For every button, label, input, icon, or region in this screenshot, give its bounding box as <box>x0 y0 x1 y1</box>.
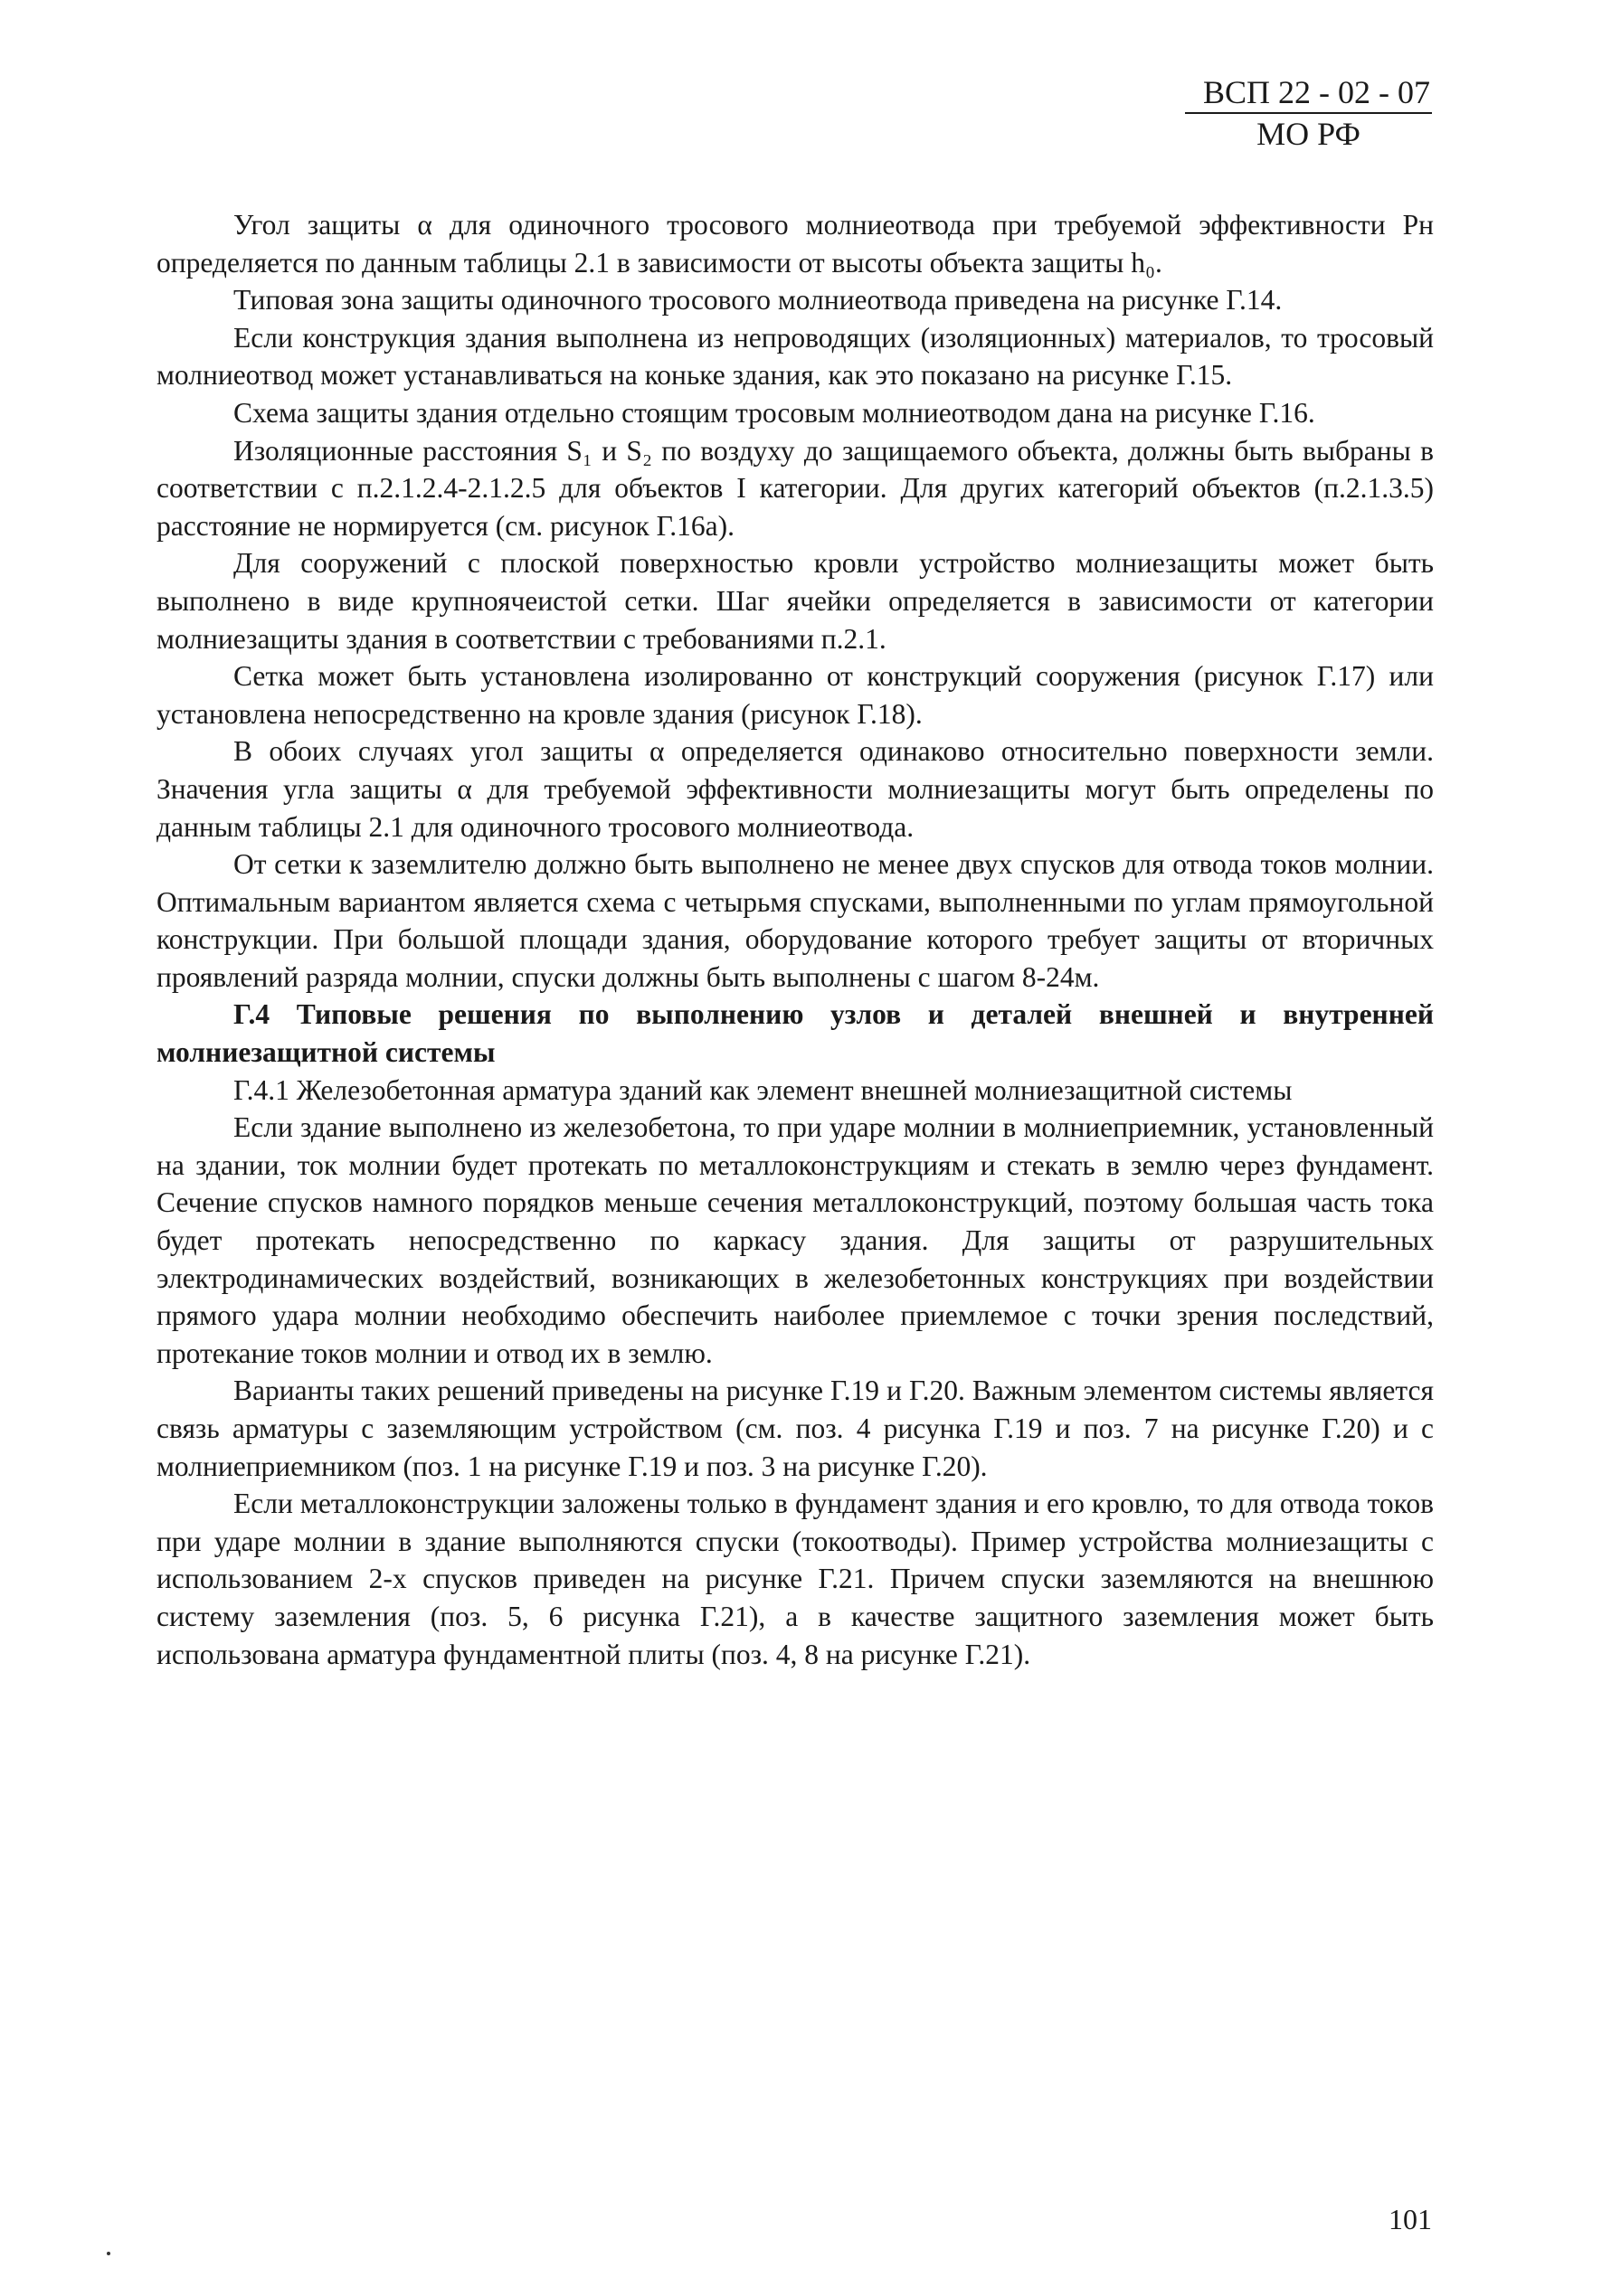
page-number: 101 <box>1389 2203 1432 2235</box>
paragraph: Угол защиты α для одиночного тросового молниеотвода при требуемой эффективности Pн определяется по данным таблицы 2.1 в зависимости от высоты объекта защиты h₀. <box>156 209 1434 279</box>
document-code: ВСП 22 - 02 - 07 <box>1185 72 1432 114</box>
paragraph: Сетка может быть установлена изолированно от конструкций сооружения (рисунок Г.17) или установлена непосредственно на кровле здания (рисунок Г.18). <box>156 660 1434 730</box>
paragraph: В обоих случаях угол защиты α определяется одинаково относительно поверхности земли. Значения угла защиты α для требуемой эффективности молниезащиты могут быть определены по данным таблицы 2.1 для одиночного тросового молниеотвода. <box>156 735 1434 843</box>
paragraph: Схема защиты здания отдельно стоящим тросовым молниеотводом дана на рисунке Г.16. <box>233 396 1315 429</box>
paragraph: Для сооружений с плоской поверхностью кровли устройство молниезащиты может быть выполнено в виде крупноячеистой сетки. Шаг ячейки определяется в зависимости от категории молниезащиты здания в соответствии с требованиями п.2.1. <box>156 547 1434 655</box>
paragraph: Если конструкция здания выполнена из непроводящих (изоляционных) материалов, то тросовый молниеотвод может устанавливаться на коньке здания, как это показано на рисунке Г.15. <box>156 321 1434 392</box>
paragraph: Если металлоконструкции заложены только в фундамент здания и его кровлю, то для отвода токов при ударе молнии в здание выполняются спуски (токоотводы). Пример устройства молниезащиты с использованием 2-х спусков приведен на рисунке Г.21. Причем спуски заземляются на внешнюю систему заземления (поз. 5, 6 рисунка Г.21), а в качестве защитного заземления может быть использована арматура фундаментной плиты (поз. 4, 8 на рисунке Г.21). <box>156 1488 1434 1670</box>
document-body <box>156 206 1434 1673</box>
paragraph: Если здание выполнено из железобетона, то при ударе молнии в молниеприемник, установленный на здании, ток молнии будет протекать по металлоконструкциям и стекать в землю через фундамент. Сечение спусков намного порядков меньше сечения металлоконструкций, поэтому большая часть тока будет протекать непосредственно по каркасу здания. Для защиты от разрушительных электродинамических воздействий, возникающих в железобетонных конструкциях при воздействии прямого удара молнии необходимо обеспечить наиболее приемлемое с точки зрения последствий, протекание токов молнии и отвод их в землю. <box>156 1111 1434 1369</box>
paragraph: Изоляционные расстояния S₁ и S₂ по воздуху до защищаемого объекта, должны быть выбраны в соответствии с п.2.1.2.4-2.1.2.5 для объектов I категории. Для других категорий объектов (п.2.1.3.5) расстояние не нормируется (см. рисунок Г.16а). <box>156 434 1434 542</box>
organization-label: МО РФ <box>1256 116 1360 152</box>
paragraph: Варианты таких решений приведены на рисунке Г.19 и Г.20. Важным элементом системы является связь арматуры с заземляющим устройством (см. поз. 4 рисунка Г.19 и поз. 7 на рисунке Г.20) и с молниеприемником (поз. 1 на рисунке Г.19 и поз. 3 на рисунке Г.20). <box>156 1375 1434 1482</box>
subsection-title: Г.4.1 Железобетонная арматура зданий как элемент внешней молниезащитной системы <box>233 1073 1293 1106</box>
paragraph: От сетки к заземлителю должно быть выполнено не менее двух спусков для отвода токов молнии. Оптимальным вариантом является схема с четырьмя спусками, выполненными по углам прямоугольной конструкции. При большой площади здания, оборудование которого требует защиты от вторичных проявлений разряда молнии, спуски должны быть выполнены с шагом 8-24м. <box>156 848 1434 993</box>
scan-speck <box>107 2252 110 2255</box>
paragraph: Типовая зона защиты одиночного тросового молниеотвода приведена на рисунке Г.14. <box>233 284 1283 317</box>
document-header <box>1185 72 1432 154</box>
section-heading: Г.4 Типовые решения по выполнению узлов и деталей внешней и внутренней молниезащитной системы <box>156 998 1434 1069</box>
